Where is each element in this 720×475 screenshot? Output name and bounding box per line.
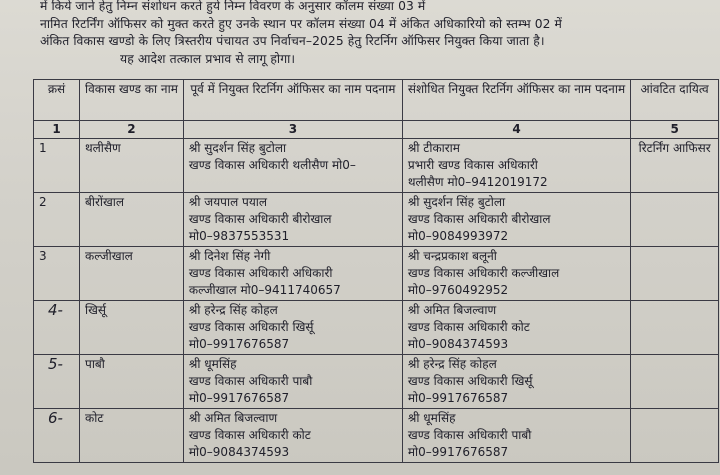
row-block: बीरोंखाल	[80, 193, 184, 247]
table-header-row	[34, 80, 719, 121]
column-number: 3	[183, 121, 402, 139]
row-revised-officer	[402, 409, 630, 463]
previous-name: श्री दिनेश सिंह नेगी	[188, 249, 271, 263]
revised-phone: मो0–9917676587	[407, 445, 509, 459]
revised-name: श्री चन्द्रप्रकाश बलूनी	[407, 249, 497, 263]
revised-name: श्री हरेन्द्र सिंह कोहल	[407, 357, 497, 371]
header-block-name: विकास खण्ड का नाम	[80, 80, 184, 121]
row-previous-officer	[183, 139, 402, 193]
officer-table	[33, 79, 719, 463]
previous-designation: खण्ड विकास अधिकारी पाबौ	[188, 374, 313, 388]
previous-phone: कल्जीखाल मो0–9411740657	[188, 283, 341, 297]
revised-designation: खण्ड विकास अधिकारी कल्जीखाल	[407, 266, 560, 280]
intro-line-3: अंकित विकास खण्डो के लिए त्रिस्तरीय पंचायत उप निर्वाचन–2025 हेतु रिटर्निग ऑफिसर नियुक्त किया जाता है।	[40, 34, 545, 49]
previous-phone: मो0–9917676587	[188, 337, 290, 351]
previous-designation: खण्ड विकास अधिकारी अधिकारी	[188, 266, 333, 280]
revised-designation: खण्ड विकास अधिकारी बीरोखाल	[407, 212, 551, 226]
revised-designation: खण्ड विकास अधिकारी खिर्सू	[407, 374, 533, 388]
revised-phone: मो0–9917676587	[407, 391, 509, 405]
revised-phone: मो0–9760492952	[407, 283, 509, 297]
revised-phone: मो0–9084374593	[407, 337, 509, 351]
table-row	[34, 409, 719, 463]
row-previous-officer	[183, 409, 402, 463]
row-sr: 5-	[34, 355, 80, 409]
previous-name: श्री सुदर्शन सिंह बुटोला	[188, 141, 287, 155]
row-sr: 2	[34, 193, 80, 247]
column-number: 4	[402, 121, 630, 139]
row-revised-officer	[402, 139, 630, 193]
header-sr: क्रसं	[34, 80, 80, 121]
row-revised-officer	[402, 247, 630, 301]
row-sr: 1	[34, 139, 80, 193]
row-duty	[631, 409, 719, 463]
row-block: पाबौ	[80, 355, 184, 409]
intro-paragraph	[40, 0, 712, 68]
row-block: कोट	[80, 409, 184, 463]
row-previous-officer	[183, 193, 402, 247]
revised-name: श्री अमित बिजल्वाण	[407, 303, 497, 317]
row-sr: 4-	[34, 301, 80, 355]
table-row	[34, 355, 719, 409]
previous-name: श्री जयपाल पयाल	[188, 195, 268, 209]
row-block: थलीसैण	[80, 139, 184, 193]
revised-phone: मो0–9084993972	[407, 229, 509, 243]
header-revised-officer: संशोधित नियुक्त रिटर्निग ऑफिसर का नाम पदनाम	[402, 80, 630, 121]
previous-phone: मो0–9837553531	[188, 229, 290, 243]
row-previous-officer	[183, 247, 402, 301]
table-row	[34, 139, 719, 193]
revised-designation: खण्ड विकास अधिकारी कोट	[407, 320, 530, 334]
row-sr: 6-	[34, 409, 80, 463]
previous-phone: मो0–9084374593	[188, 445, 290, 459]
previous-designation: खण्ड विकास अधिकारी कोट	[188, 428, 311, 442]
row-block: खिर्सू	[80, 301, 184, 355]
intro-line-4: यह आदेश तत्काल प्रभाव से लागू होगा।	[120, 51, 296, 66]
previous-designation: खण्ड विकास अधिकारी थलीसैण मो0–	[188, 158, 356, 172]
previous-designation: खण्ड विकास अधिकारी खिर्सू	[188, 320, 314, 334]
row-duty	[631, 247, 719, 301]
previous-name: श्री अमित बिजल्वाण	[188, 411, 278, 425]
row-block: कल्जीखाल	[80, 247, 184, 301]
previous-name: श्री हरेन्द्र सिंह कोहल	[188, 303, 278, 317]
intro-line-1: में किये जाने हेतु निम्न संशोधन करते हुये निम्न विवरण के अनुसार कॉलम संख्या 03 में	[40, 0, 426, 13]
intro-line-2: नामित रिटर्निंग ऑफिसर को मुक्त करते हुए उनके स्थान पर कॉलम संख्या 04 में अंकित अधिकारियो को स्तम्भ 02 में	[40, 16, 563, 31]
table-row	[34, 301, 719, 355]
row-revised-officer	[402, 193, 630, 247]
previous-phone: मो0–9917676587	[188, 391, 290, 405]
column-number: 2	[80, 121, 184, 139]
row-sr: 3	[34, 247, 80, 301]
row-duty	[631, 355, 719, 409]
row-duty: रिटर्निंग आफिसर	[631, 139, 719, 193]
row-previous-officer	[183, 355, 402, 409]
previous-name: श्री धूमसिंह	[188, 357, 237, 371]
header-previous-officer: पूर्व में नियुक्त रिटर्निग ऑफिसर का नाम पदनाम	[183, 80, 402, 121]
row-revised-officer	[402, 355, 630, 409]
column-number: 5	[631, 121, 719, 139]
table-row	[34, 193, 719, 247]
row-duty	[631, 193, 719, 247]
previous-designation: खण्ड विकास अधिकारी बीरोखाल	[188, 212, 332, 226]
column-number: 1	[34, 121, 80, 139]
row-duty	[631, 301, 719, 355]
header-duty: आंवटित दायित्व	[631, 80, 719, 121]
table-row	[34, 247, 719, 301]
revised-designation: प्रभारी खण्ड विकास अधिकारी	[407, 158, 538, 172]
revised-designation: खण्ड विकास अधिकारी पाबौ	[407, 428, 532, 442]
column-number-row	[34, 121, 719, 139]
revised-name: श्री धूमसिंह	[407, 411, 456, 425]
row-previous-officer	[183, 301, 402, 355]
revised-name: श्री टीकाराम	[407, 141, 460, 155]
revised-phone: थलीसैण मो0–9412019172	[407, 175, 548, 189]
row-revised-officer	[402, 301, 630, 355]
revised-name: श्री सुदर्शन सिंह बुटोला	[407, 195, 506, 209]
